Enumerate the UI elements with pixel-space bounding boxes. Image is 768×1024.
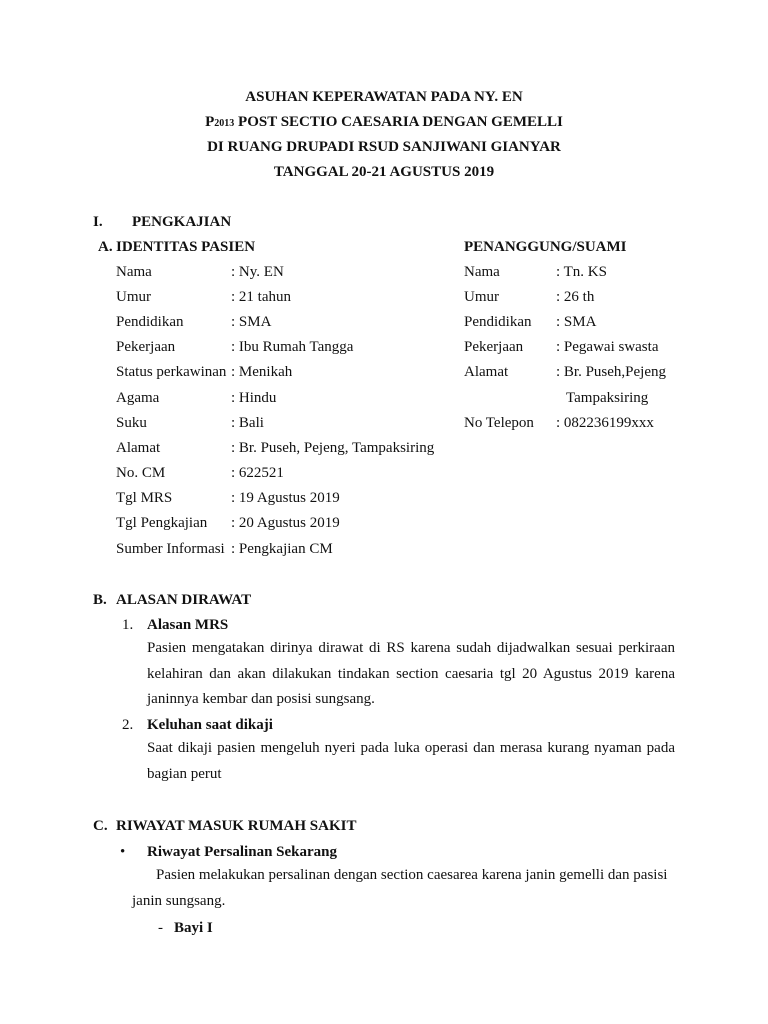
item-1-title: Alasan MRS (147, 617, 229, 633)
patient-value-no-cm: : 622521 (231, 465, 284, 481)
guardian-label-alamat: Alamat (464, 364, 509, 380)
guardian-label-pendidikan: Pendidikan (464, 314, 532, 330)
patient-value-agama: : Hindu (231, 390, 277, 406)
doc-title-line-2-rest: POST SECTIO CAESARIA DENGAN GEMELLI (234, 114, 563, 130)
dash-title: Bayi I (174, 920, 213, 936)
section-c-text: Pasien melakukan persalinan dengan section caesarea karena janin gemelli dan pasisi janin sungsang. (132, 867, 668, 909)
item-1-number: 1. (122, 617, 134, 633)
guardian-value-pekerjaan: : Pegawai swasta (556, 339, 659, 355)
patient-label-pendidikan: Pendidikan (116, 314, 184, 330)
patient-value-status: : Menikah (231, 364, 293, 380)
guardian-value-pendidikan: : SMA (556, 314, 597, 330)
patient-label-pekerjaan: Pekerjaan (116, 339, 176, 355)
guardian-label-umur: Umur (464, 289, 499, 305)
patient-label-umur: Umur (116, 289, 151, 305)
patient-value-alamat: : Br. Puseh, Pejeng, Tampaksiring (231, 440, 435, 456)
section-b-letter: B. (93, 592, 107, 608)
doc-title-line-2 (0, 113, 768, 133)
section-1-number: I. (93, 214, 103, 230)
patient-value-pekerjaan: : Ibu Rumah Tangga (231, 339, 354, 355)
section-c-letter: C. (93, 818, 108, 834)
patient-label-tgl-pengkajian: Tgl Pengkajian (116, 515, 208, 531)
bullet-title: Riwayat Persalinan Sekarang (147, 844, 338, 860)
section-b-title: ALASAN DIRAWAT (116, 592, 252, 608)
guardian-value-nama: : Tn. KS (556, 264, 607, 280)
item-2-number: 2. (122, 717, 134, 733)
patient-label-agama: Agama (116, 390, 160, 406)
parity-sub: 2013 (214, 118, 235, 129)
guardian-value-umur: : 26 th (556, 289, 595, 305)
guardian-label-telepon: No Telepon (464, 415, 534, 431)
patient-value-nama: : Ny. EN (231, 264, 284, 280)
patient-value-pendidikan: : SMA (231, 314, 272, 330)
guardian-value-alamat-cont: Tampaksiring (566, 390, 649, 406)
patient-label-alamat: Alamat (116, 440, 161, 456)
patient-label-suku: Suku (116, 415, 147, 431)
guardian-title: PENANGGUNG/SUAMI (464, 239, 627, 255)
patient-label-sumber: Sumber Informasi (116, 541, 225, 557)
doc-title-line-1: ASUHAN KEPERAWATAN PADA NY. EN (245, 89, 523, 105)
patient-value-tgl-pengkajian: : 20 Agustus 2019 (231, 515, 340, 531)
patient-label-status: Status perkawinan (116, 364, 227, 380)
item-2-title: Keluhan saat dikaji (147, 717, 273, 733)
patient-label-nama: Nama (116, 264, 152, 280)
dash-icon: - (158, 920, 163, 936)
patient-label-tgl-mrs: Tgl MRS (116, 490, 173, 506)
item-2-text: Saat dikaji pasien mengeluh nyeri pada luka operasi dan merasa kurang nyaman pada bagian perut (147, 740, 675, 782)
guardian-value-telepon: : 082236199xxx (556, 415, 654, 431)
doc-title-line-3: DI RUANG DRUPADI RSUD SANJIWANI GIANYAR (207, 139, 561, 155)
patient-value-sumber: : Pengkajian CM (231, 541, 333, 557)
section-c-title: RIWAYAT MASUK RUMAH SAKIT (116, 818, 357, 834)
patient-value-tgl-mrs: : 19 Agustus 2019 (231, 490, 340, 506)
doc-title-line-4: TANGGAL 20-21 AGUSTUS 2019 (273, 164, 495, 180)
patient-label-no-cm: No. CM (116, 465, 166, 481)
guardian-label-nama: Nama (464, 264, 500, 280)
item-1-text: Pasien mengatakan dirinya dirawat di RS karena sudah dijadwalkan sesuai perkiraan kelahiran dan akan dilakukan tindakan section caesaria tgl 20 Agustus 2019 karena janinnya kembar dan posisi sungsang. (147, 640, 675, 707)
section-1-title: PENGKAJIAN (132, 214, 232, 230)
patient-value-suku: : Bali (231, 415, 264, 431)
patient-value-umur: : 21 tahun (231, 289, 291, 305)
guardian-label-pekerjaan: Pekerjaan (464, 339, 524, 355)
bullet-icon: • (120, 844, 126, 860)
section-a-letter: A. (98, 239, 113, 255)
parity-p: P (205, 114, 215, 130)
section-a-title: IDENTITAS PASIEN (116, 239, 256, 255)
guardian-value-alamat: : Br. Puseh,Pejeng (556, 364, 667, 380)
